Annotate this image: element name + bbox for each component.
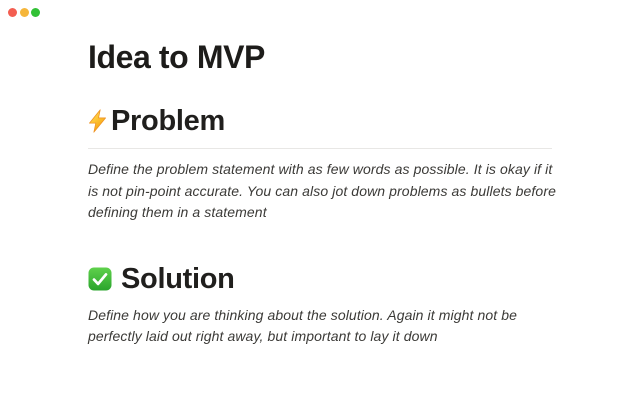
- heading-divider: [88, 148, 552, 149]
- problem-body-text[interactable]: [88, 159, 556, 224]
- page-title[interactable]: Idea to MVP: [88, 39, 265, 75]
- high-voltage-icon: [88, 109, 107, 133]
- problem-heading[interactable]: [88, 104, 552, 138]
- body-text-line: Define the problem statement with as few words as possible. It is okay if it: [88, 161, 553, 177]
- body-text-line: defining them in a statement: [88, 204, 267, 220]
- body-text-line: is not pin-point accurate. You can also jot down problems as bullets before: [88, 182, 556, 199]
- body-text-line: perfectly laid out right away, but important to lay it down: [88, 328, 438, 344]
- section-problem: [88, 104, 556, 224]
- solution-heading[interactable]: [88, 262, 552, 296]
- check-mark-button-icon: [88, 267, 112, 291]
- problem-heading-label: Problem: [111, 105, 225, 137]
- section-solution: [88, 262, 552, 348]
- body-text-line: Define how you are thinking about the solution. Again it might not be: [88, 306, 517, 323]
- solution-heading-label: Solution: [121, 262, 235, 295]
- solution-body-text[interactable]: [88, 305, 552, 348]
